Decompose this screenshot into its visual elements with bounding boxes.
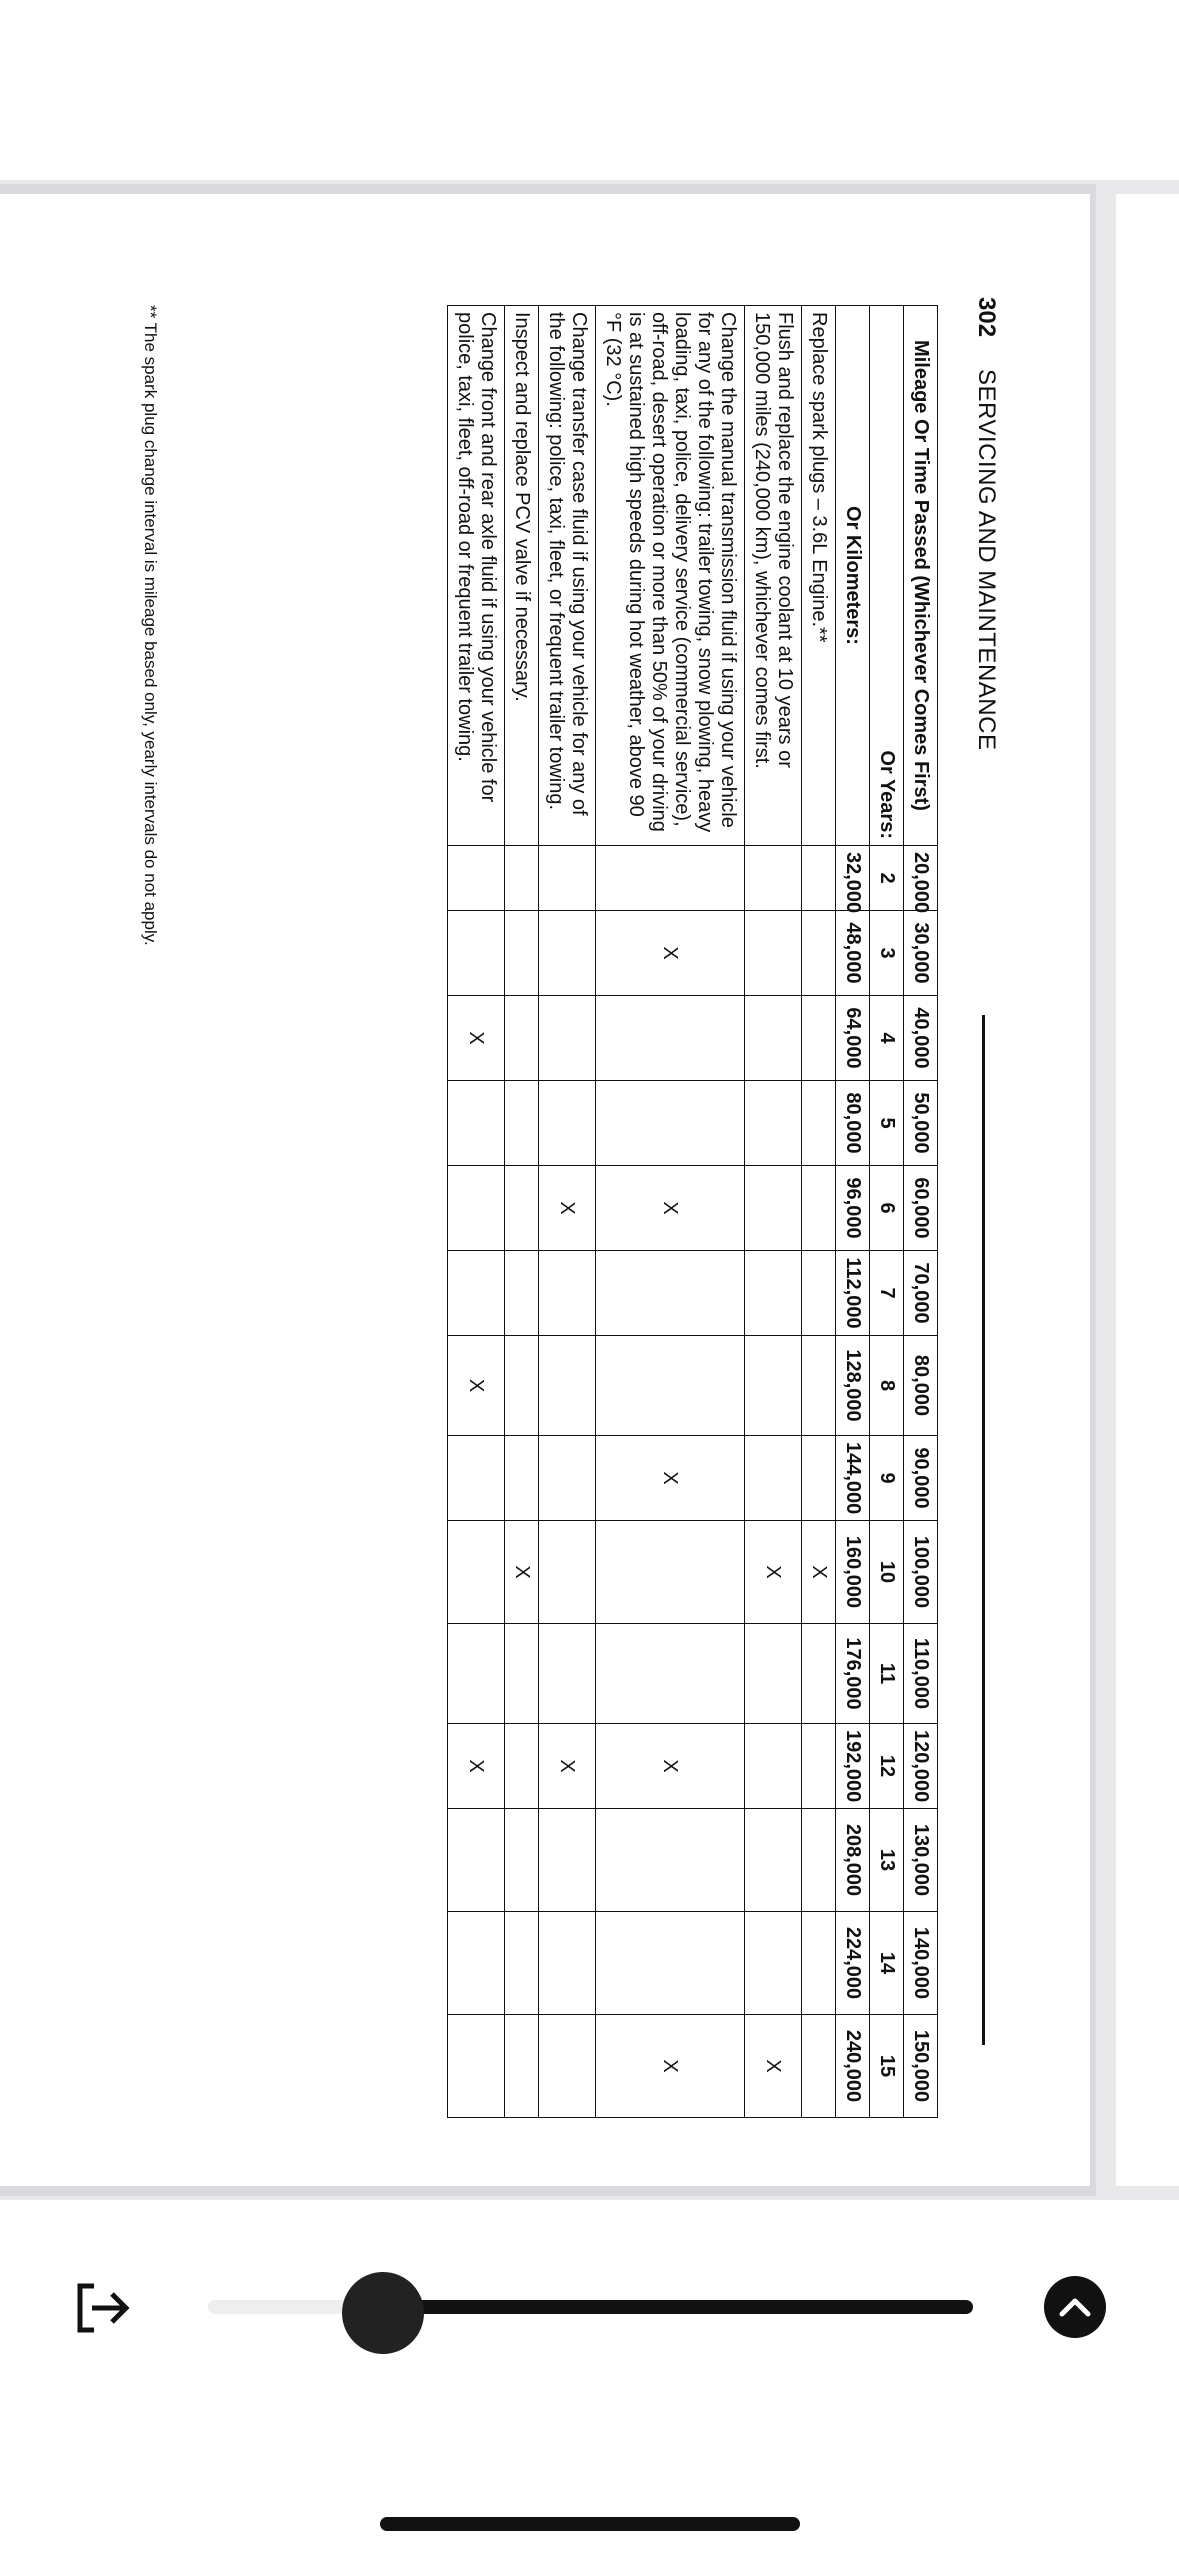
years-header-row <box>870 306 904 2118</box>
service-mark-cell <box>539 911 596 996</box>
section-title: SERVICING AND MAINTENANCE <box>973 369 1000 751</box>
years-header-cell: 7 <box>870 1251 904 1336</box>
service-mark-cell <box>596 1251 745 1336</box>
service-mark-cell <box>802 996 836 1081</box>
years-header-cell: 14 <box>870 1912 904 2015</box>
service-mark-cell: X <box>448 996 505 1081</box>
exit-button[interactable] <box>70 2276 134 2340</box>
mileage-header-cell: 30,000 <box>904 911 938 996</box>
header-rule <box>982 1015 985 2045</box>
km-header-cell: 160,000 <box>836 1521 870 1624</box>
service-mark-cell <box>505 1724 539 1809</box>
maintenance-schedule-table <box>447 305 938 2118</box>
service-mark-cell <box>745 1436 802 1521</box>
service-mark-cell <box>802 1436 836 1521</box>
years-header-cell: 13 <box>870 1809 904 1912</box>
service-mark-cell <box>596 1521 745 1624</box>
service-description: Inspect and replace PCV valve if necessary. <box>505 306 539 846</box>
km-header-cell: 48,000 <box>836 911 870 996</box>
service-mark-cell <box>448 1624 505 1724</box>
service-mark-cell <box>539 1624 596 1724</box>
page-slider-thumb[interactable] <box>342 2272 424 2354</box>
km-header-cell: 32,000 <box>836 846 870 911</box>
chevron-up-icon <box>1058 2296 1092 2318</box>
mileage-header-cell: 70,000 <box>904 1251 938 1336</box>
service-mark-cell <box>539 1336 596 1436</box>
service-mark-cell <box>596 1809 745 1912</box>
km-header-cell: 176,000 <box>836 1624 870 1724</box>
service-mark-cell <box>802 1081 836 1166</box>
mileage-header-cell: 130,000 <box>904 1809 938 1912</box>
service-mark-cell: X <box>745 2015 802 2118</box>
service-description: Change front and rear axle fluid if using your vehicle for police, taxi, fleet, off-road or frequent trailer towing. <box>448 306 505 846</box>
footnote: ** The spark plug change interval is mileage based only, yearly intervals do not apply. <box>141 305 160 946</box>
years-header-cell: 15 <box>870 2015 904 2118</box>
table-row <box>802 306 836 2118</box>
service-mark-cell <box>539 1251 596 1336</box>
service-mark-cell <box>505 1624 539 1724</box>
years-header-label: Or Years: <box>870 306 904 846</box>
service-mark-cell <box>539 1809 596 1912</box>
page-number: 302 <box>973 297 1000 338</box>
service-mark-cell <box>448 1436 505 1521</box>
years-header-cell: 10 <box>870 1521 904 1624</box>
top-area <box>0 0 1179 180</box>
years-header-cell: 3 <box>870 911 904 996</box>
km-header-cell: 144,000 <box>836 1436 870 1521</box>
km-header-label: Or Kilometers: <box>836 306 870 846</box>
service-mark-cell <box>745 1912 802 2015</box>
service-mark-cell <box>745 996 802 1081</box>
rotated-page-content <box>112 297 1002 2103</box>
service-mark-cell <box>505 1166 539 1251</box>
service-mark-cell <box>505 911 539 996</box>
mileage-header-label: Mileage Or Time Passed (Whichever Comes First) <box>904 306 938 846</box>
service-mark-cell <box>505 2015 539 2118</box>
service-mark-cell <box>539 2015 596 2118</box>
service-mark-cell <box>802 1336 836 1436</box>
service-mark-cell <box>745 1624 802 1724</box>
service-mark-cell <box>596 1081 745 1166</box>
mileage-header-cell: 120,000 <box>904 1724 938 1809</box>
service-mark-cell: X <box>596 2015 745 2118</box>
service-description: Change transfer case fluid if using your vehicle for any of the following: police, taxi, fleet, or frequent trailer towing. <box>539 306 596 846</box>
service-mark-cell <box>448 1166 505 1251</box>
mileage-header-cell: 80,000 <box>904 1336 938 1436</box>
km-header-cell: 80,000 <box>836 1081 870 1166</box>
service-mark-cell <box>448 1081 505 1166</box>
years-header-cell: 12 <box>870 1724 904 1809</box>
years-header-cell: 9 <box>870 1436 904 1521</box>
years-header-cell: 2 <box>870 846 904 911</box>
next-page-edge[interactable] <box>1116 194 1179 2186</box>
service-mark-cell <box>745 846 802 911</box>
mileage-header-cell: 140,000 <box>904 1912 938 2015</box>
km-header-row <box>836 306 870 2118</box>
service-description: Change the manual transmission fluid if using your vehicle for any of the following: trailer towing, snow plowing, heavy loading, taxi, police, delivery service (commercial service), off-road, desert operation or more than 50% of your driving is at sustained high speeds during hot weather, above 90 °F (32 °C). <box>596 306 745 846</box>
service-mark-cell <box>802 1809 836 1912</box>
table-row <box>745 306 802 2118</box>
service-mark-cell <box>596 1912 745 2015</box>
service-mark-cell <box>596 1336 745 1436</box>
years-header-cell: 4 <box>870 996 904 1081</box>
service-mark-cell <box>448 2015 505 2118</box>
km-header-cell: 192,000 <box>836 1724 870 1809</box>
table-row <box>448 306 505 2118</box>
service-mark-cell <box>745 1809 802 1912</box>
mileage-header-cell: 60,000 <box>904 1166 938 1251</box>
service-mark-cell: X <box>745 1521 802 1624</box>
service-mark-cell: X <box>539 1724 596 1809</box>
service-mark-cell <box>802 1724 836 1809</box>
service-mark-cell <box>505 1081 539 1166</box>
mileage-header-cell: 50,000 <box>904 1081 938 1166</box>
service-mark-cell <box>448 911 505 996</box>
km-header-cell: 96,000 <box>836 1166 870 1251</box>
service-mark-cell <box>802 1912 836 2015</box>
service-mark-cell <box>745 1724 802 1809</box>
service-mark-cell <box>505 1336 539 1436</box>
service-mark-cell: X <box>596 911 745 996</box>
km-header-cell: 112,000 <box>836 1251 870 1336</box>
service-mark-cell <box>448 846 505 911</box>
service-mark-cell <box>745 911 802 996</box>
service-mark-cell: X <box>802 1521 836 1624</box>
mileage-header-cell: 110,000 <box>904 1624 938 1724</box>
mileage-header-cell: 100,000 <box>904 1521 938 1624</box>
mileage-header-cell: 40,000 <box>904 996 938 1081</box>
service-mark-cell: X <box>505 1521 539 1624</box>
service-mark-cell <box>596 996 745 1081</box>
service-mark-cell <box>505 996 539 1081</box>
service-mark-cell <box>505 846 539 911</box>
km-header-cell: 64,000 <box>836 996 870 1081</box>
service-mark-cell <box>505 1251 539 1336</box>
service-mark-cell: X <box>596 1724 745 1809</box>
page-header <box>952 297 1002 2047</box>
service-mark-cell <box>596 846 745 911</box>
service-mark-cell <box>448 1521 505 1624</box>
service-mark-cell <box>745 1251 802 1336</box>
service-mark-cell <box>539 1081 596 1166</box>
service-mark-cell <box>505 1436 539 1521</box>
service-mark-cell <box>539 1912 596 2015</box>
service-mark-cell <box>745 1081 802 1166</box>
service-mark-cell: X <box>596 1166 745 1251</box>
years-header-cell: 11 <box>870 1624 904 1724</box>
years-header-cell: 6 <box>870 1166 904 1251</box>
service-mark-cell <box>596 1624 745 1724</box>
service-mark-cell <box>802 1251 836 1336</box>
service-mark-cell <box>745 1336 802 1436</box>
service-mark-cell <box>802 1624 836 1724</box>
service-mark-cell <box>802 846 836 911</box>
service-mark-cell <box>448 1809 505 1912</box>
years-header-cell: 5 <box>870 1081 904 1166</box>
exit-icon <box>72 2280 132 2336</box>
service-mark-cell <box>539 996 596 1081</box>
km-header-cell: 240,000 <box>836 2015 870 2118</box>
service-mark-cell: X <box>448 1336 505 1436</box>
service-mark-cell: X <box>596 1436 745 1521</box>
service-mark-cell <box>745 1166 802 1251</box>
table-row <box>596 306 745 2118</box>
service-mark-cell: X <box>539 1166 596 1251</box>
service-mark-cell <box>539 846 596 911</box>
service-mark-cell <box>505 1912 539 2015</box>
service-mark-cell <box>505 1809 539 1912</box>
page-slider-fill <box>383 2300 973 2314</box>
service-mark-cell <box>802 1166 836 1251</box>
km-header-cell: 224,000 <box>836 1912 870 2015</box>
table-row <box>505 306 539 2118</box>
table-row <box>539 306 596 2118</box>
mileage-header-cell: 20,000 <box>904 846 938 911</box>
service-mark-cell <box>448 1912 505 2015</box>
home-indicator[interactable] <box>380 2517 800 2531</box>
service-mark-cell <box>802 2015 836 2118</box>
mileage-header-cell: 90,000 <box>904 1436 938 1521</box>
service-description: Replace spark plugs – 3.6L Engine.** <box>802 306 836 846</box>
km-header-cell: 208,000 <box>836 1809 870 1912</box>
mileage-header-cell: 150,000 <box>904 2015 938 2118</box>
years-header-cell: 8 <box>870 1336 904 1436</box>
service-mark-cell <box>539 1521 596 1624</box>
service-mark-cell: X <box>448 1724 505 1809</box>
service-mark-cell <box>448 1251 505 1336</box>
service-description: Flush and replace the engine coolant at 10 years or 150,000 miles (240,000 km), whichever comes first. <box>745 306 802 846</box>
km-header-cell: 128,000 <box>836 1336 870 1436</box>
scroll-up-button[interactable] <box>1044 2276 1106 2338</box>
service-mark-cell <box>802 911 836 996</box>
service-mark-cell <box>539 1436 596 1521</box>
mileage-header-row <box>904 306 938 2118</box>
